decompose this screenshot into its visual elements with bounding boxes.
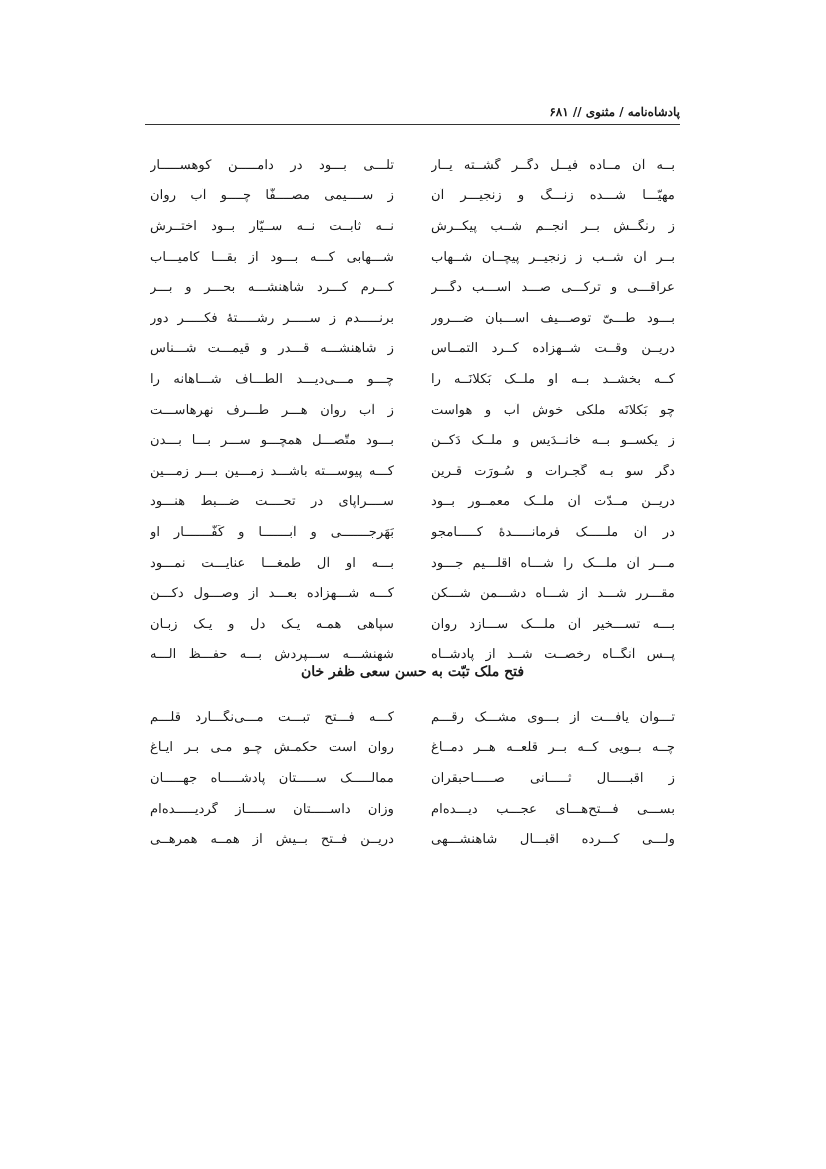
hemistich-right: بــر آن شــب ز زنجیــر پیچــان شــهاب: [431, 249, 675, 265]
verse-row: [150, 578, 675, 609]
hemistich-left: سپاهی همـه یـک دل و یـک زبـان: [150, 616, 394, 632]
verse-row: [150, 487, 675, 518]
verse-row: [150, 334, 675, 365]
hemistich-right: مهیّـــا شـــده زنـــگ و زنجیـــر آن: [431, 188, 675, 204]
hemistich-left: ز آب روان هـــر طـــرف نهرهاســـت: [150, 402, 394, 418]
hemistich-right: ز اقبـــــال ثـــــانی صـــــاحبقران: [431, 770, 675, 786]
verse-row: [150, 609, 675, 640]
hemistich-left: نــه ثابــت نــه ســیّار بــود اختــرش: [150, 218, 394, 234]
verse-row: [150, 517, 675, 548]
hemistich-left: شـــهابی کـــه بـــود از بقـــا کامیـــاب: [150, 249, 394, 265]
hemistich-right: تـــوان یافـــت از بـــوی مشـــک رقـــم: [431, 709, 675, 725]
hemistich-right: عراقـــی و ترکـــی صـــد اســـب دگـــر: [431, 280, 675, 296]
verse-row: [150, 242, 675, 273]
verse-row: [150, 395, 675, 426]
verse-row: [150, 763, 675, 794]
running-header: پادشاه‌نامه / مثنوی // ۶۸۱: [549, 105, 680, 119]
hemistich-right: ز رنگــش بــر انجــم شــب پیکــرش: [431, 218, 675, 234]
hemistich-left: ز ســــیمی مصــــفّا چــــو آب روان: [150, 188, 394, 204]
hemistich-left: وزان داســـــتان ســـــاز گردیـــــده‌ام: [150, 801, 394, 817]
hemistich-right: دگر سو بـه گُجـرات و سُـورَت قـرین: [431, 463, 675, 479]
hemistich-left: برنـــــدم ز ســـــر رشـــــتۀ فکـــــر دور: [150, 310, 394, 326]
verse-row: [150, 456, 675, 487]
hemistich-left: بـــه او آل طمغـــا عنایـــت نمـــود: [150, 555, 394, 571]
hemistich-right: مـــر آن ملـــک را شـــاه اقلـــیم جـــود: [431, 555, 675, 571]
hemistich-left: شهنشـــه ســـپردش بـــه حفـــظ الـــه: [150, 647, 394, 663]
hemistich-right: ز یکســو بــه خانــدَیس و ملــک دَکــن: [431, 433, 675, 449]
hemistich-right: در آن ملـــــک فرمانـــــدۀ کـــــامجو: [431, 524, 675, 540]
verse-row: [150, 824, 675, 855]
verse-row: [150, 272, 675, 303]
verse-row: [150, 548, 675, 579]
hemistich-left: ز شاهنشـــه قـــدر و قیمـــت شـــناس: [150, 341, 394, 357]
hemistich-right: دریــن مــدّت آن ملــک معمــور بــود: [431, 494, 675, 510]
hemistich-right: بــه آن مــاده فیــل دگــر گشــته یــار: [431, 157, 675, 173]
hemistich-left: دریــن فــتح بــیش از همــه همرهــی: [150, 832, 394, 848]
verse-row: [150, 181, 675, 212]
hemistich-left: چـــو مـــی‌دیـــد الطـــاف شـــاهانه را: [150, 371, 394, 387]
verse-row: [150, 211, 675, 242]
verse-row: [150, 425, 675, 456]
hemistich-left: کـــرم کـــرد شاهنشـــه بحـــر و بـــر: [150, 280, 394, 296]
verse-row: [150, 733, 675, 764]
hemistich-left: روان است حکمـش چـو مـی بـر ایـاغ: [150, 740, 394, 756]
hemistich-left: ســــراپای در تحــــت ضـــبط هنـــود: [150, 494, 394, 510]
hemistich-right: چو بَکلانَه ملکی خوش آب و هواست: [431, 402, 675, 418]
hemistich-right: بـــه تســـخیر آن ملـــک ســـازد روان: [431, 616, 675, 632]
hemistich-left: بَهَرجـــــــی و آبـــــــا و کَفّـــــــار او: [150, 524, 394, 540]
verse-row: [150, 794, 675, 825]
verse-row: [150, 364, 675, 395]
hemistich-right: بســـی فـــتح‌هـــای عجـــب دیـــده‌ام: [431, 801, 675, 817]
verse-row: [150, 303, 675, 334]
hemistich-left: کـــه شـــهزاده بعـــد از وصـــول دکـــن: [150, 586, 394, 602]
verse-row: [150, 150, 675, 181]
hemistich-right: دریــن وقــت شــهزاده کــرد التمــاس: [431, 341, 675, 357]
section-heading: فتح ملک تبّت به حسن سعی ظفر خان: [300, 664, 525, 680]
hemistich-left: تلـــی بـــود در دامـــــن کوهســـــار: [150, 157, 394, 173]
verse-row: [150, 702, 675, 733]
hemistich-right: چــه بــویی کــه بــر قلعــه هــر دمــاغ: [431, 740, 675, 756]
verse-block-2: [150, 702, 675, 855]
hemistich-right: مقـــرر شـــد از شـــاه دشـــمن شـــکن: [431, 586, 675, 602]
hemistich-left: کـــه پیوســـته باشـــد زمـــین بـــر زمـــین: [150, 463, 394, 479]
verse-block-1: [150, 150, 675, 670]
hemistich-right: پــس آنگــاه رخصــت شــد از پادشــاه: [431, 647, 675, 663]
hemistich-left: ممالـــــک ســـــتان پادشـــــاه جهـــــان: [150, 770, 394, 786]
hemistich-left: کـــه فـــتح تبـــت مـــی‌نگـــارد قلـــم: [150, 709, 394, 725]
hemistich-right: بـــود طـــیّ توصـــیف اســـبان ضـــرور: [431, 310, 675, 326]
hemistich-right: کــه بخشــد بــه او ملــک بَکلانَــه را: [431, 371, 675, 387]
hemistich-left: بـــود متّصـــل همچـــو ســـر بـــا بـــدن: [150, 433, 394, 449]
hemistich-right: ولـــی کـــرده اقبـــال شاهنشـــهی: [431, 832, 675, 848]
header-divider: [145, 124, 680, 125]
